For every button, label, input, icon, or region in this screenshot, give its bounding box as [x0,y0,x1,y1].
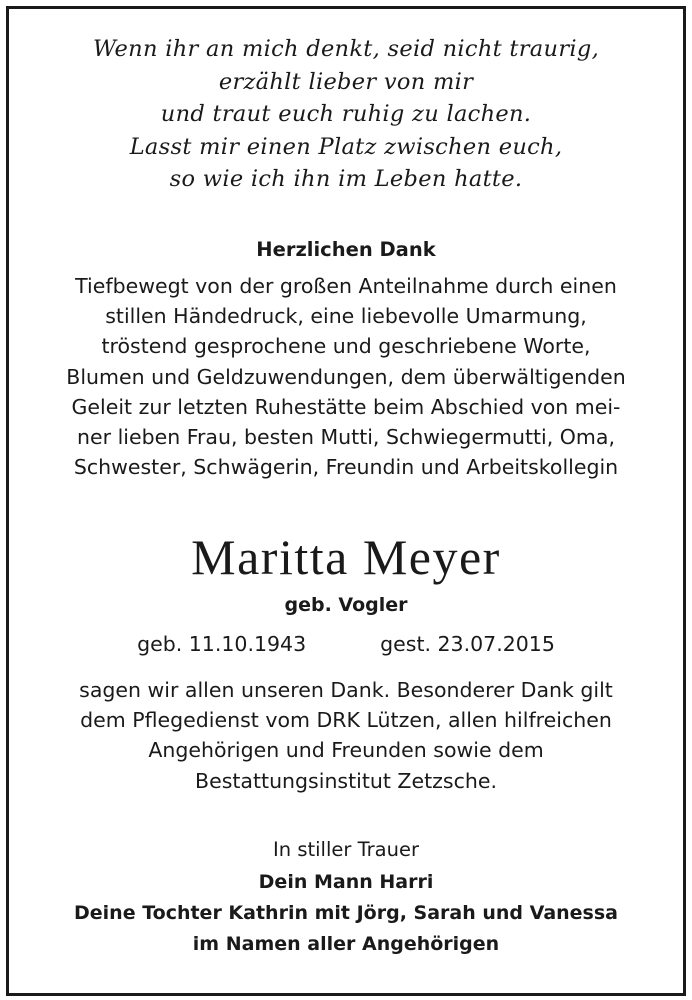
thanks-line: stillen Händedruck, eine liebevolle Umarmung, [105,304,587,329]
deceased-name: Maritta Meyer [191,529,501,585]
thanks-line: Blumen und Geldzuwendungen, dem überwältigenden [66,364,626,389]
closing-line: Angehörigen und Freunden sowie dem [148,738,544,763]
mourner-line: Dein Mann Harri [258,871,434,893]
birth-date: geb. 11.10.1943 [137,632,307,656]
closing-line: sagen wir allen unseren Dank. Besonderer Dank gilt [79,678,613,702]
thanks-line: ner lieben Frau, besten Mutti, Schwiegermutti, Oma, [77,425,615,450]
closing-line: dem Pflegedienst vom DRK Lützen, allen hilfreichen [80,708,612,733]
thanks-line: Tiefbewegt von der großen Anteilnahme durch einen [75,274,617,298]
maiden-name: geb. Vogler [284,594,408,616]
mourning-intro: In stiller Trauer [273,838,419,861]
thanks-line: Geleit zur letzten Ruhestätte beim Abschied von mei- [71,394,621,419]
closing-paragraph [9,675,683,796]
death-date: gest. 23.07.2015 [380,632,555,656]
mourners-list [9,867,683,960]
thanks-line: Schwester, Schwägerin, Freundin und Arbeitskollegin [73,455,619,480]
mourner-line: im Namen aller Angehörigen [192,933,500,955]
life-dates [9,629,683,659]
poem-line: Wenn ihr an mich denkt, seid nicht traurig, [92,36,600,62]
poem-line: und traut euch ruhig zu lachen. [160,101,532,128]
poem-line: so wie ich ihn im Leben hatte. [169,166,523,193]
closing-line: Bestattungsinstitut Zetzsche. [195,768,497,793]
poem [9,33,683,196]
mourner-line: Deine Tochter Kathrin mit Jörg, Sarah und Vanessa [74,902,618,924]
thanks-line: tröstend gesprochene und geschriebene Worte, [101,334,591,359]
thanks-heading: Herzlichen Dank [256,238,436,261]
poem-line: Lasst mir einen Platz zwischen euch, [129,133,563,160]
thanks-paragraph [9,271,683,482]
poem-line: erzählt lieber von mir [218,68,474,95]
